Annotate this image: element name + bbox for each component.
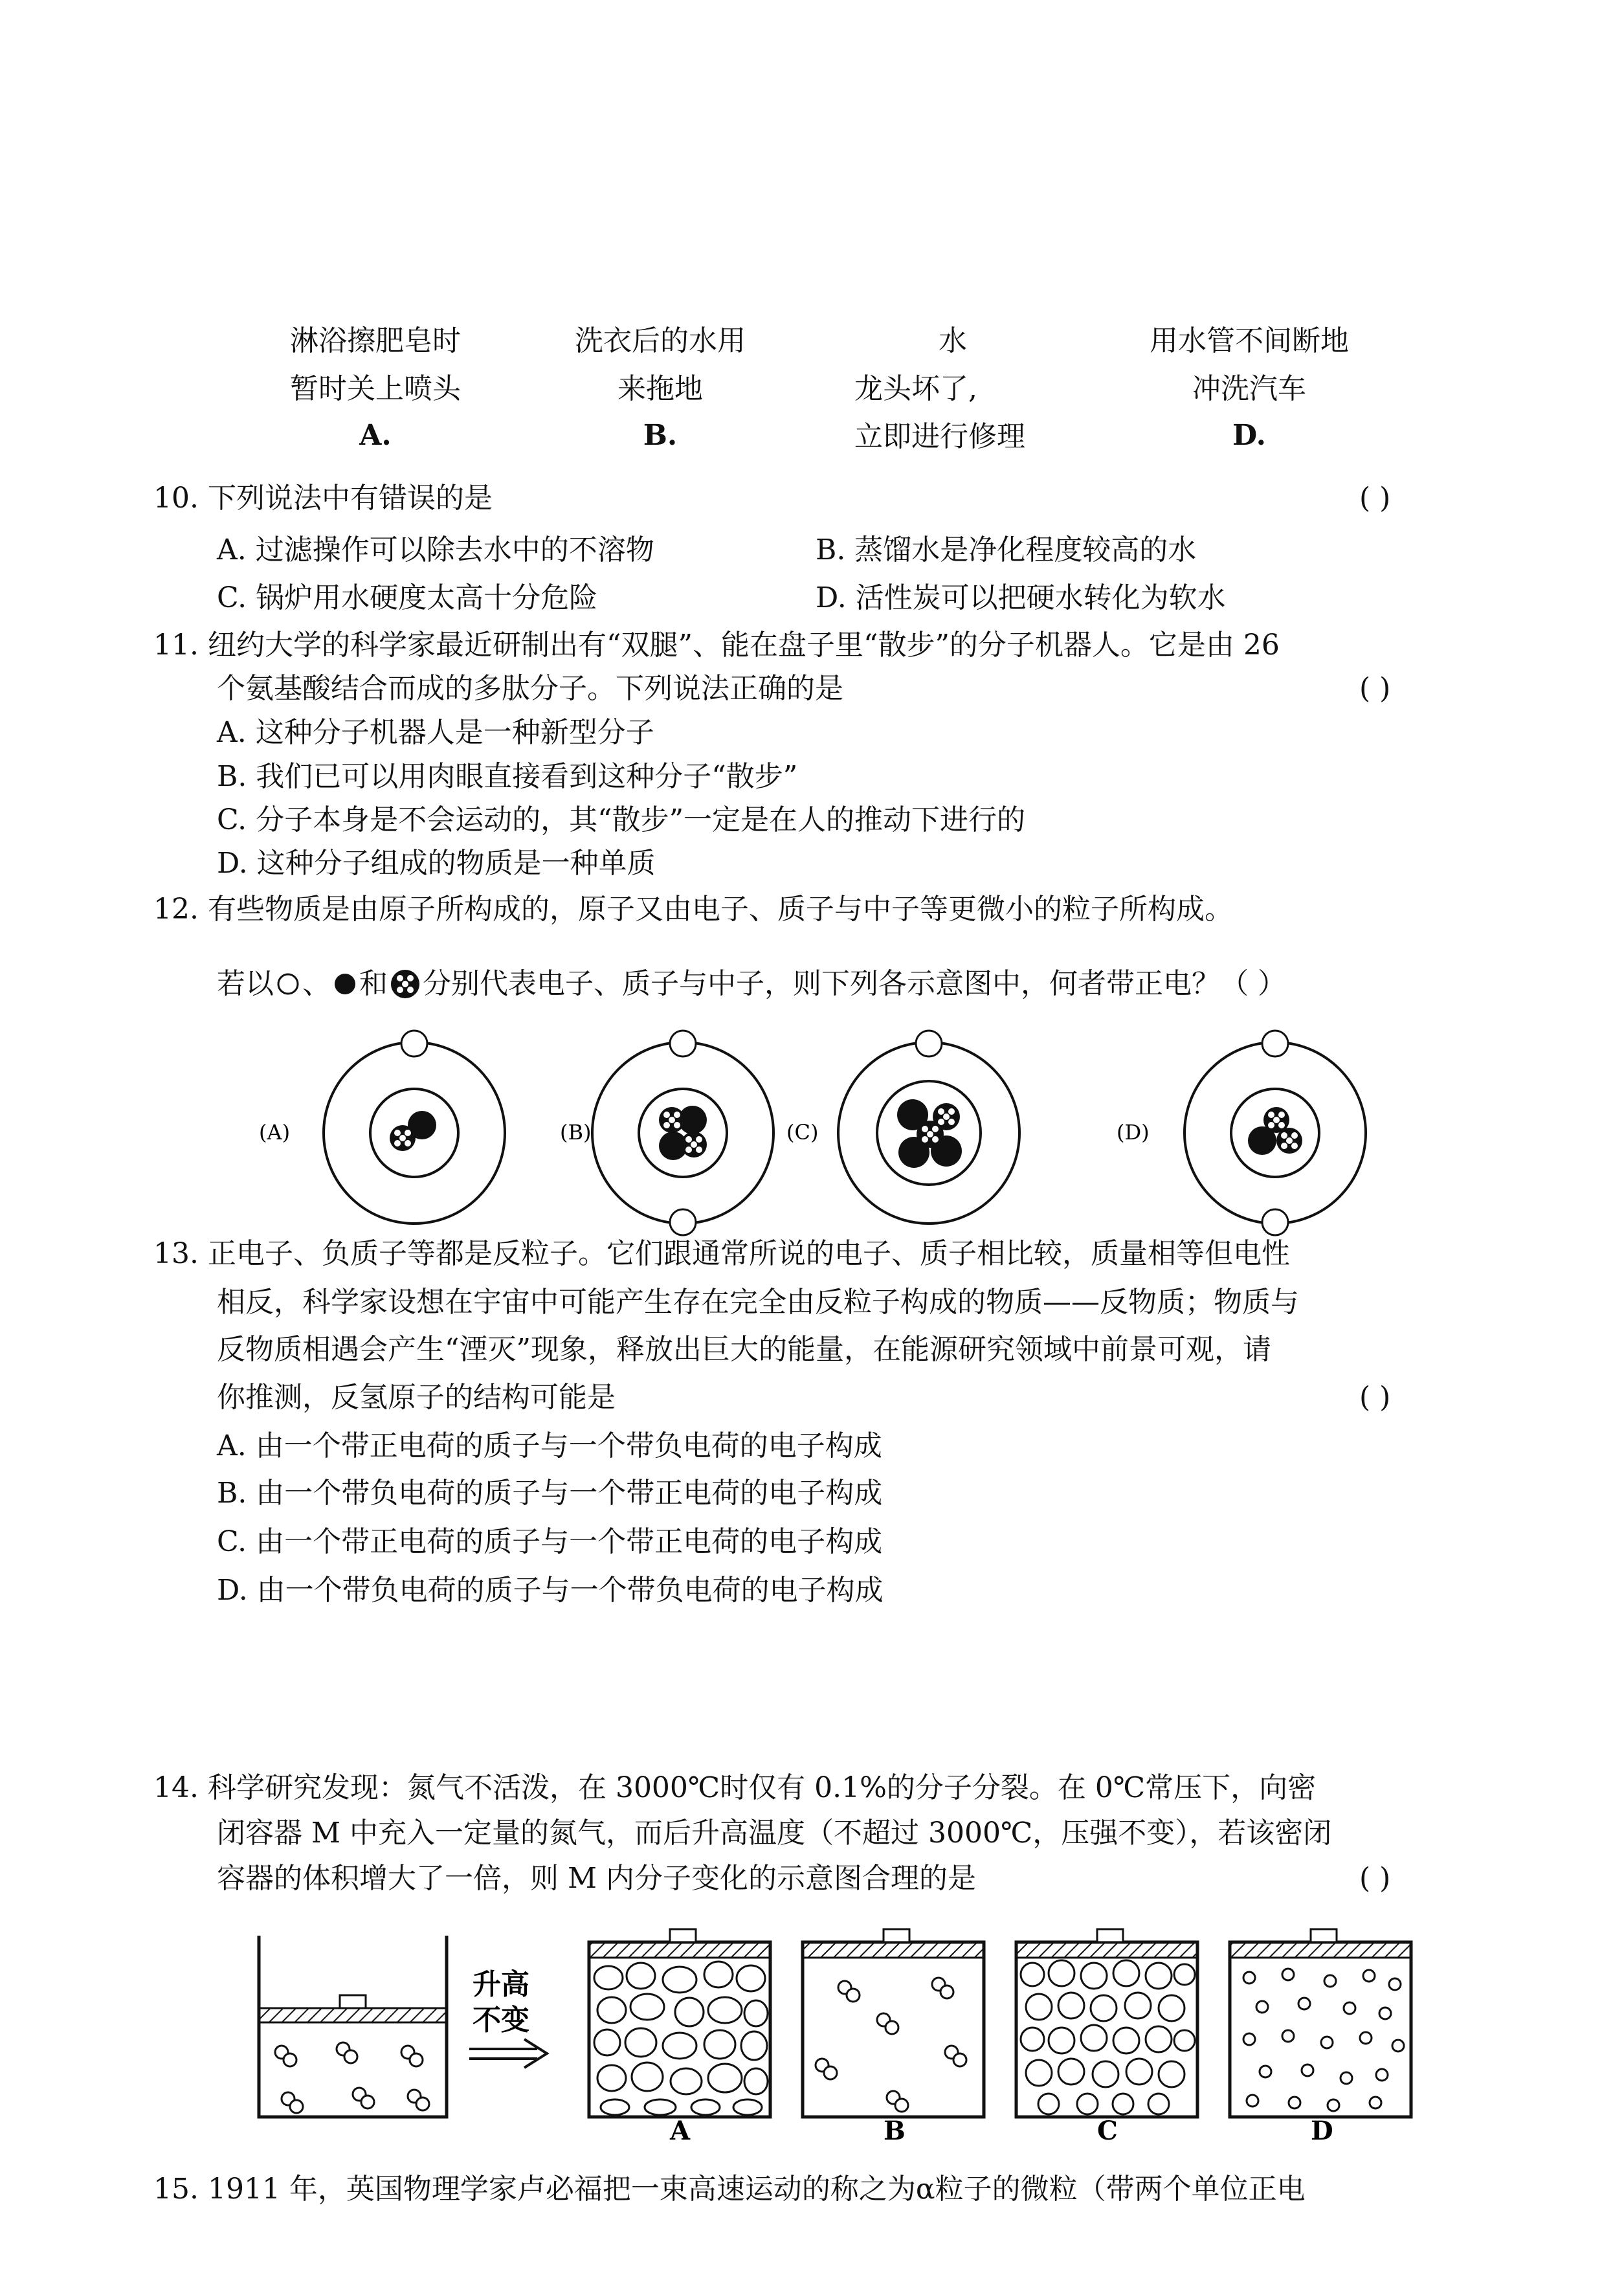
container-diagrams [252,1923,1482,2146]
caption-c-line3: 立即进行修理 [854,420,1025,453]
atom-diagram-b [560,1031,773,1235]
neutron-symbol-icon [389,968,421,1000]
q12-line2 [217,968,1286,1000]
q13-option-b: B. 由一个带负电荷的质子与一个带正电荷的电子构成 [217,1477,883,1510]
arrow-label-top: 升高 [473,1968,529,2001]
q12-line2-pre: 若以 [217,967,274,1000]
q13-answer-paren: ( ) [1359,1381,1391,1414]
q11-option-d: D. 这种分子组成的物质是一种单质 [217,847,656,880]
q13-option-c: C. 由一个带正电荷的质子与一个带正电荷的电子构成 [217,1525,883,1558]
atom-label-a: (A) [259,1120,291,1145]
container-label-d: D [1311,2116,1333,2146]
q13-line2: 相反，科学家设想在宇宙中可能产生存在完全由反粒子构成的物质——反物质；物质与 [217,1286,1299,1319]
q12-line2-sep1: 、 [302,967,331,1000]
container-label-a: A [670,2116,691,2146]
q13-line4: 你推测，反氢原子的结构可能是 [217,1381,616,1414]
q10-option-a: A. 过滤操作可以除去水中的不溶物 [217,533,654,566]
q10-option-c: C. 锅炉用水硬度太高十分危险 [217,581,598,614]
caption-c-line2: 龙头坏了, [854,372,977,405]
caption-d-line2: 冲洗汽车 [1192,372,1306,405]
q10-stem: 10. 下列说法中有错误的是 [153,482,493,515]
atom-label-b: (B) [560,1120,592,1145]
caption-b-label: B. [643,419,678,452]
q11-line2: 个氨基酸结合而成的多肽分子。下列说法正确的是 [217,672,843,705]
q11-line1: 11. 纽约大学的科学家最近研制出有“双腿”、能在盘子里“散步”的分子机器人。它是由 26 [153,629,1280,662]
caption-a [278,324,473,452]
q12-line2-post: 分别代表电子、质子与中子，则下列各示意图中，何者带正电？（ ） [423,967,1286,1000]
caption-b [563,324,757,452]
caption-a-line1: 淋浴擦肥皂时 [290,324,461,357]
atom-diagram-a [259,1031,505,1224]
caption-b-line2: 来拖地 [617,372,703,405]
container-label-c: C [1097,2116,1118,2146]
caption-d [1139,324,1359,452]
heating-arrow [469,1968,547,2068]
container-label-b: B [884,2116,906,2146]
q11-answer-paren: ( ) [1359,672,1391,705]
atom-diagram-d [1117,1031,1366,1235]
q10-option-d: D. 活性炭可以把硬水转化为软水 [816,581,1226,614]
proton-symbol-icon [332,971,358,997]
caption-c [835,324,1055,453]
q10-answer-paren: ( ) [1359,482,1391,515]
q12-line1: 12. 有些物质是由原子所构成的，原子又由电子、质子与中子等更微小的粒子所构成。 [153,893,1233,926]
atom-diagrams [252,1029,1418,1230]
option-container-c [1016,1929,1197,2146]
electron-symbol-icon [275,971,301,997]
q14-line3: 容器的体积增大了一倍，则 M 内分子变化的示意图合理的是 [217,1862,977,1895]
caption-c-line1: 水 [939,324,967,357]
caption-a-line2: 暂时关上喷头 [290,372,461,405]
option-container-d [1230,1929,1411,2146]
caption-d-label: D. [1232,419,1266,452]
initial-container [259,1936,447,2117]
q14-answer-paren: ( ) [1359,1862,1391,1895]
q13-option-d: D. 由一个带负电荷的质子与一个带负电荷的电子构成 [217,1574,884,1607]
q13-option-a: A. 由一个带正电荷的质子与一个带负电荷的电子构成 [217,1429,882,1462]
q11-option-a: A. 这种分子机器人是一种新型分子 [217,716,654,749]
q11-option-b: B. 我们已可以用肉眼直接看到这种分子“散步” [217,760,798,793]
q14-line1: 14. 科学研究发现：氮气不活泼，在 3000℃时仅有 0.1%的分子分裂。在 0℃常压下，向密 [153,1771,1317,1804]
caption-b-line1: 洗衣后的水用 [575,324,746,357]
q13-line1: 13. 正电子、负质子等都是反粒子。它们跟通常所说的电子、质子相比较，质量相等但电性 [153,1237,1290,1270]
q13-line3: 反物质相遇会产生“湮灭”现象，释放出巨大的能量，在能源研究领域中前景可观，请 [217,1333,1271,1366]
atom-label-c: (C) [786,1120,819,1145]
caption-a-label: A. [359,419,392,452]
q12-line2-sep2: 和 [359,967,388,1000]
q10-option-b: B. 蒸馏水是净化程度较高的水 [816,533,1197,566]
q11-option-c: C. 分子本身是不会运动的，其“散步”一定是在人的推动下进行的 [217,803,1026,836]
caption-d-line1: 用水管不间断地 [1150,324,1349,357]
q14-line2: 闭容器 M 中充入一定量的氮气，而后升高温度（不超过 3000℃，压强不变），若该密闭 [217,1817,1332,1850]
q15-line1: 15. 1911 年，英国物理学家卢必福把一束高速运动的称之为α粒子的微粒（带两个单位正电 [153,2173,1306,2206]
atom-label-d: (D) [1117,1120,1150,1145]
arrow-label-bottom: 不变 [473,2004,529,2037]
option-container-b [803,1929,984,2146]
atom-diagram-c [786,1031,1019,1224]
option-container-a [589,1929,770,2146]
